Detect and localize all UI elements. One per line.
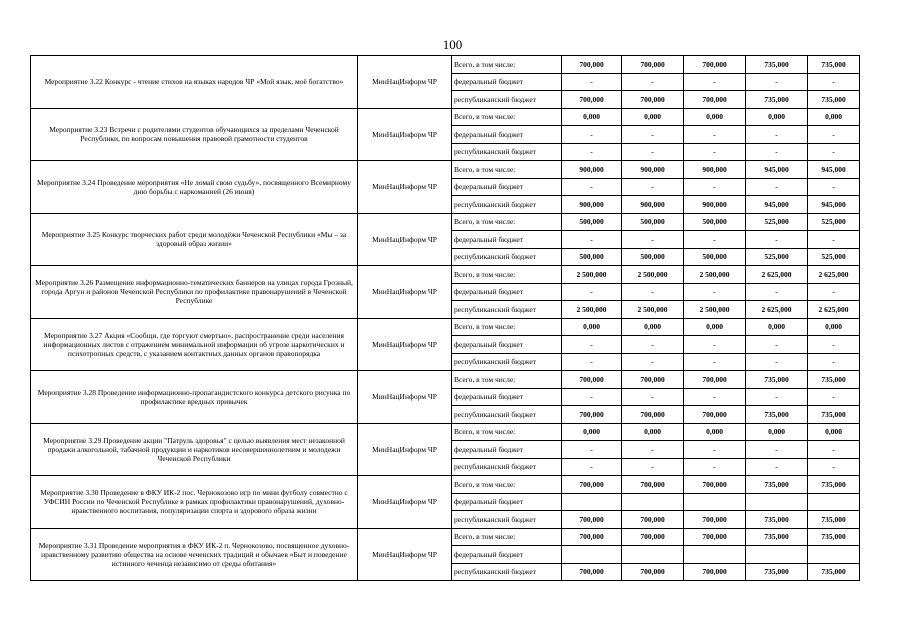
- event-executor: МинНацИнформ ЧР: [358, 318, 452, 371]
- amount-cell: -: [808, 126, 860, 144]
- amount-cell: 735,000: [746, 56, 808, 74]
- amount-cell: 735,000: [808, 371, 860, 389]
- amount-cell: 0,000: [684, 318, 746, 336]
- budget-table: [30, 55, 860, 581]
- event-executor: МинНацИнформ ЧР: [358, 56, 452, 109]
- table-row: [31, 108, 860, 126]
- event-title: Мероприятие 3.22 Конкурс - чтение стихов на языках народов ЧР «Мой язык, моё богатство»: [31, 56, 358, 109]
- amount-cell: 700,000: [684, 406, 746, 424]
- amount-cell: 2 500,000: [622, 301, 684, 319]
- amount-cell: 525,000: [746, 213, 808, 231]
- amount-cell: 735,000: [746, 476, 808, 494]
- funding-source-label: федеральный бюджет: [452, 178, 562, 196]
- amount-cell: 2 500,000: [684, 266, 746, 284]
- table-row: [31, 423, 860, 441]
- budget-table-body: [31, 56, 860, 581]
- amount-cell: 735,000: [808, 56, 860, 74]
- event-executor: МинНацИнформ ЧР: [358, 266, 452, 319]
- amount-cell: [684, 493, 746, 511]
- amount-cell: 2 500,000: [622, 266, 684, 284]
- amount-cell: 700,000: [562, 371, 622, 389]
- amount-cell: 2 625,000: [808, 266, 860, 284]
- amount-cell: 900,000: [562, 196, 622, 214]
- amount-cell: -: [622, 126, 684, 144]
- funding-source-label: федеральный бюджет: [452, 493, 562, 511]
- amount-cell: -: [562, 441, 622, 459]
- amount-cell: -: [684, 336, 746, 354]
- amount-cell: 700,000: [622, 563, 684, 581]
- amount-cell: [808, 546, 860, 564]
- amount-cell: 700,000: [562, 511, 622, 529]
- amount-cell: 500,000: [684, 248, 746, 266]
- amount-cell: 700,000: [622, 91, 684, 109]
- funding-source-label: Всего, в том числе:: [452, 213, 562, 231]
- amount-cell: -: [622, 441, 684, 459]
- amount-cell: -: [746, 458, 808, 476]
- amount-cell: -: [562, 143, 622, 161]
- page-number: 100: [442, 37, 463, 52]
- amount-cell: 945,000: [746, 196, 808, 214]
- event-title: Мероприятие 3.29 Проведение акции "Патруль здоровья" с целью выявления мест незаконной продажи алкогольной, табачной продукции и наркотиков несовершеннолетним и молодежи Чеченской Республики: [31, 423, 358, 476]
- event-executor: МинНацИнформ ЧР: [358, 161, 452, 214]
- amount-cell: 500,000: [684, 213, 746, 231]
- amount-cell: -: [622, 231, 684, 249]
- funding-source-label: федеральный бюджет: [452, 231, 562, 249]
- amount-cell: 700,000: [562, 406, 622, 424]
- amount-cell: 700,000: [622, 56, 684, 74]
- amount-cell: -: [808, 388, 860, 406]
- amount-cell: -: [746, 126, 808, 144]
- amount-cell: -: [746, 388, 808, 406]
- event-title: Мероприятие 3.24 Проведение мероприятия «Не ломай свою судьбу», посвященного Всемирному дню борьбы с наркоманией (26 июня): [31, 161, 358, 214]
- amount-cell: 0,000: [808, 318, 860, 336]
- funding-source-label: Всего, в том числе:: [452, 161, 562, 179]
- amount-cell: 700,000: [562, 563, 622, 581]
- event-executor: МинНацИнформ ЧР: [358, 528, 452, 581]
- amount-cell: [808, 493, 860, 511]
- amount-cell: 700,000: [684, 56, 746, 74]
- amount-cell: 500,000: [562, 213, 622, 231]
- amount-cell: -: [622, 336, 684, 354]
- amount-cell: 900,000: [684, 161, 746, 179]
- funding-source-label: республиканский бюджет: [452, 406, 562, 424]
- funding-source-label: республиканский бюджет: [452, 143, 562, 161]
- amount-cell: -: [746, 336, 808, 354]
- amount-cell: -: [684, 353, 746, 371]
- amount-cell: -: [746, 353, 808, 371]
- amount-cell: 700,000: [562, 528, 622, 546]
- amount-cell: -: [562, 458, 622, 476]
- amount-cell: -: [808, 353, 860, 371]
- amount-cell: 700,000: [622, 511, 684, 529]
- amount-cell: 735,000: [746, 528, 808, 546]
- amount-cell: 0,000: [562, 318, 622, 336]
- amount-cell: -: [746, 178, 808, 196]
- amount-cell: 735,000: [746, 563, 808, 581]
- amount-cell: 945,000: [808, 161, 860, 179]
- amount-cell: 2 500,000: [684, 301, 746, 319]
- event-executor: МинНацИнформ ЧР: [358, 371, 452, 424]
- funding-source-label: республиканский бюджет: [452, 563, 562, 581]
- amount-cell: 735,000: [808, 476, 860, 494]
- amount-cell: [746, 546, 808, 564]
- table-row: [31, 476, 860, 494]
- amount-cell: -: [684, 126, 746, 144]
- amount-cell: 0,000: [684, 108, 746, 126]
- event-title: Мероприятие 3.30 Проведение в ФКУ ИК-2 пос. Чернокозово игр по мини футболу совместно с УФСИН России по Чеченской Республике в рамках профилактики правонарушений, духовно-нравственного воспитания, популяризации спорта и здорового образа жизни: [31, 476, 358, 529]
- amount-cell: [746, 493, 808, 511]
- amount-cell: 735,000: [808, 511, 860, 529]
- event-executor: МинНацИнформ ЧР: [358, 423, 452, 476]
- amount-cell: [684, 546, 746, 564]
- amount-cell: 900,000: [622, 196, 684, 214]
- table-row: [31, 528, 860, 546]
- amount-cell: -: [684, 283, 746, 301]
- amount-cell: 700,000: [684, 371, 746, 389]
- event-executor: МинНацИнформ ЧР: [358, 213, 452, 266]
- amount-cell: -: [562, 336, 622, 354]
- table-row: [31, 266, 860, 284]
- amount-cell: [622, 493, 684, 511]
- funding-source-label: федеральный бюджет: [452, 283, 562, 301]
- amount-cell: -: [684, 73, 746, 91]
- funding-source-label: федеральный бюджет: [452, 441, 562, 459]
- amount-cell: 0,000: [562, 108, 622, 126]
- amount-cell: 735,000: [808, 528, 860, 546]
- amount-cell: 900,000: [562, 161, 622, 179]
- amount-cell: -: [562, 283, 622, 301]
- amount-cell: 0,000: [808, 108, 860, 126]
- amount-cell: 2 625,000: [746, 266, 808, 284]
- amount-cell: 700,000: [562, 476, 622, 494]
- amount-cell: -: [684, 458, 746, 476]
- amount-cell: 700,000: [562, 91, 622, 109]
- funding-source-label: Всего, в том числе:: [452, 528, 562, 546]
- event-title: Мероприятие 3.25 Конкурс творческих работ среди молодёжи Чеченской Республики «Мы – за здоровый образ жизни»: [31, 213, 358, 266]
- amount-cell: 900,000: [684, 196, 746, 214]
- amount-cell: -: [622, 283, 684, 301]
- funding-source-label: республиканский бюджет: [452, 511, 562, 529]
- amount-cell: -: [746, 441, 808, 459]
- funding-source-label: Всего, в том числе:: [452, 423, 562, 441]
- event-title: Мероприятие 3.27 Акция «Сообщи, где торгуют смертью», распространение среди населения информационных листов с отражением минимальной информации об угрозе наркотических и психотропных средств, с указанием контактных данных органов правопорядка: [31, 318, 358, 371]
- amount-cell: 0,000: [622, 318, 684, 336]
- table-row: [31, 371, 860, 389]
- amount-cell: 735,000: [808, 91, 860, 109]
- amount-cell: 0,000: [684, 423, 746, 441]
- amount-cell: 700,000: [622, 528, 684, 546]
- amount-cell: -: [684, 231, 746, 249]
- amount-cell: 0,000: [562, 423, 622, 441]
- amount-cell: -: [746, 231, 808, 249]
- amount-cell: -: [622, 73, 684, 91]
- amount-cell: 2 500,000: [562, 301, 622, 319]
- amount-cell: [622, 546, 684, 564]
- amount-cell: 735,000: [746, 371, 808, 389]
- amount-cell: -: [808, 441, 860, 459]
- amount-cell: 735,000: [808, 563, 860, 581]
- funding-source-label: Всего, в том числе:: [452, 318, 562, 336]
- amount-cell: 0,000: [746, 108, 808, 126]
- amount-cell: 735,000: [746, 511, 808, 529]
- amount-cell: -: [622, 178, 684, 196]
- amount-cell: [562, 493, 622, 511]
- amount-cell: -: [622, 353, 684, 371]
- amount-cell: -: [746, 73, 808, 91]
- amount-cell: 525,000: [808, 213, 860, 231]
- amount-cell: 0,000: [622, 108, 684, 126]
- amount-cell: 945,000: [808, 196, 860, 214]
- amount-cell: 500,000: [562, 248, 622, 266]
- amount-cell: -: [808, 143, 860, 161]
- amount-cell: 0,000: [746, 423, 808, 441]
- table-row: [31, 213, 860, 231]
- amount-cell: 700,000: [684, 511, 746, 529]
- amount-cell: -: [684, 388, 746, 406]
- amount-cell: -: [746, 143, 808, 161]
- amount-cell: -: [562, 178, 622, 196]
- table-row: [31, 56, 860, 74]
- amount-cell: 2 500,000: [562, 266, 622, 284]
- amount-cell: -: [562, 126, 622, 144]
- amount-cell: 700,000: [684, 476, 746, 494]
- event-executor: МинНацИнформ ЧР: [358, 108, 452, 161]
- amount-cell: -: [622, 143, 684, 161]
- funding-source-label: федеральный бюджет: [452, 73, 562, 91]
- funding-source-label: республиканский бюджет: [452, 248, 562, 266]
- amount-cell: -: [562, 231, 622, 249]
- amount-cell: 0,000: [808, 423, 860, 441]
- funding-source-label: республиканский бюджет: [452, 458, 562, 476]
- amount-cell: 500,000: [622, 248, 684, 266]
- table-row: [31, 161, 860, 179]
- event-title: Мероприятие 3.31 Проведение мероприятия в ФКУ ИК-2 п. Чернокозово, посвященное духовно-нравственному развитию общества на основе чеченских традиций и обычаев «Быт и поведение истинного чеченца независимо от среды обитания»: [31, 528, 358, 581]
- amount-cell: 700,000: [562, 56, 622, 74]
- amount-cell: 0,000: [622, 423, 684, 441]
- amount-cell: 735,000: [808, 406, 860, 424]
- amount-cell: -: [808, 178, 860, 196]
- amount-cell: -: [622, 388, 684, 406]
- amount-cell: 700,000: [622, 371, 684, 389]
- amount-cell: 0,000: [746, 318, 808, 336]
- amount-cell: [562, 546, 622, 564]
- event-title: Мероприятие 3.28 Проведение информационно-пропагандистского конкурса детского рисунка по профилактике вредных привычек: [31, 371, 358, 424]
- funding-source-label: Всего, в том числе:: [452, 371, 562, 389]
- funding-source-label: Всего, в том числе:: [452, 108, 562, 126]
- amount-cell: 2 625,000: [746, 301, 808, 319]
- amount-cell: 700,000: [622, 406, 684, 424]
- amount-cell: 700,000: [622, 476, 684, 494]
- amount-cell: -: [808, 283, 860, 301]
- funding-source-label: республиканский бюджет: [452, 301, 562, 319]
- amount-cell: 945,000: [746, 161, 808, 179]
- amount-cell: 500,000: [622, 213, 684, 231]
- amount-cell: -: [684, 143, 746, 161]
- amount-cell: -: [562, 73, 622, 91]
- amount-cell: 525,000: [746, 248, 808, 266]
- amount-cell: 735,000: [746, 406, 808, 424]
- amount-cell: 2 625,000: [808, 301, 860, 319]
- funding-source-label: Всего, в том числе:: [452, 56, 562, 74]
- amount-cell: -: [684, 441, 746, 459]
- amount-cell: -: [808, 73, 860, 91]
- funding-source-label: республиканский бюджет: [452, 353, 562, 371]
- event-title: Мероприятие 3.26 Размещение информационно-тематических баннеров на улицах города Грозный, города Аргун и районов Чеченской Республики по профилактике правонарушений в Чеченской Республике: [31, 266, 358, 319]
- funding-source-label: федеральный бюджет: [452, 126, 562, 144]
- amount-cell: -: [746, 283, 808, 301]
- funding-source-label: Всего, в том числе:: [452, 266, 562, 284]
- amount-cell: 700,000: [684, 91, 746, 109]
- funding-source-label: федеральный бюджет: [452, 388, 562, 406]
- funding-source-label: республиканский бюджет: [452, 91, 562, 109]
- amount-cell: -: [622, 458, 684, 476]
- amount-cell: -: [808, 458, 860, 476]
- funding-source-label: Всего, в том числе:: [452, 476, 562, 494]
- amount-cell: 735,000: [746, 91, 808, 109]
- amount-cell: -: [808, 336, 860, 354]
- amount-cell: -: [562, 388, 622, 406]
- funding-source-label: федеральный бюджет: [452, 546, 562, 564]
- event-title: Мероприятие 3.23 Встречи с родителями студентов обучающихся за пределами Чеченской Республики, по вопросам повышения правовой грамотности студентов: [31, 108, 358, 161]
- funding-source-label: федеральный бюджет: [452, 336, 562, 354]
- amount-cell: 525,000: [808, 248, 860, 266]
- funding-source-label: республиканский бюджет: [452, 196, 562, 214]
- amount-cell: -: [684, 178, 746, 196]
- table-row: [31, 318, 860, 336]
- amount-cell: -: [562, 353, 622, 371]
- amount-cell: 700,000: [684, 528, 746, 546]
- amount-cell: -: [808, 231, 860, 249]
- event-executor: МинНацИнформ ЧР: [358, 476, 452, 529]
- amount-cell: 900,000: [622, 161, 684, 179]
- amount-cell: 700,000: [684, 563, 746, 581]
